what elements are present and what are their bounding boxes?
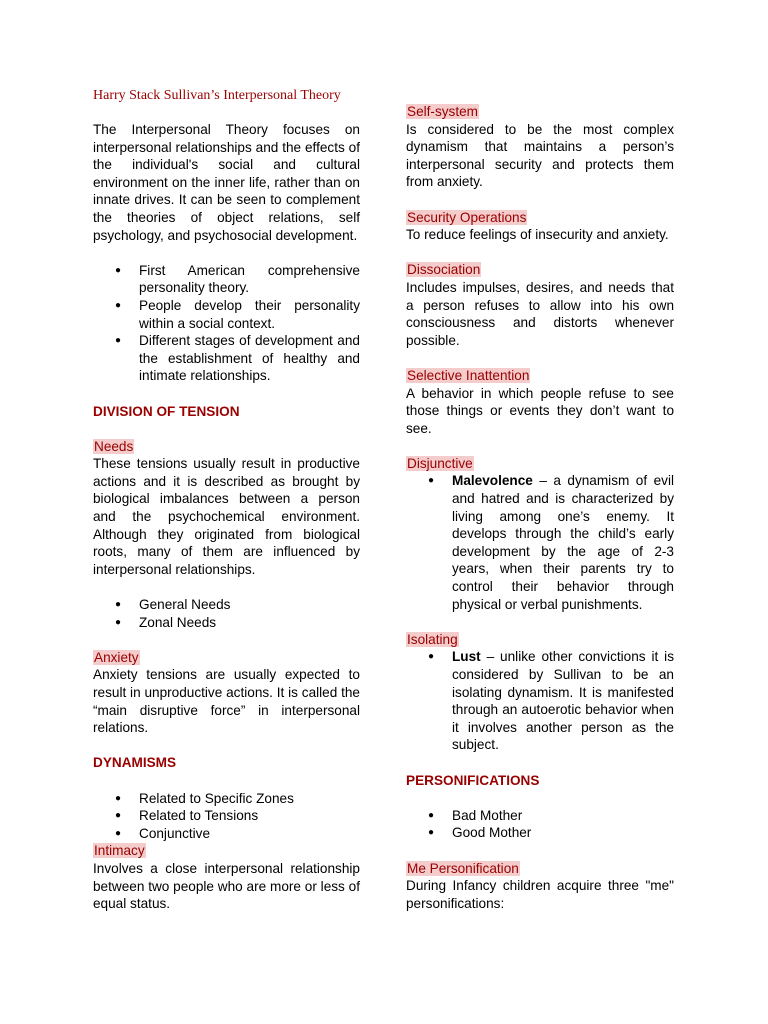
spacer [93,737,360,755]
self-system-subheading [406,103,674,121]
list-item: ● Related to Tensions [93,807,360,825]
disjunctive-subheading [406,455,674,473]
spacer [406,244,674,262]
spacer [406,191,674,209]
division-of-tension-heading: DIVISION OF TENSION [93,403,240,419]
intro-bullet-list [93,262,360,385]
spacer [406,842,674,860]
spacer [406,613,674,631]
left-flow [93,121,360,913]
security-operations-label: Security Operations [407,209,527,225]
dynamisms-heading: DYNAMISMS [93,755,177,771]
dissociation-paragraph: Includes impulses, desires, and needs that a person refuses to allow into his own consciousness and distorts whenever possible. [406,279,674,348]
list-item [406,472,674,613]
self-system-label: Self-system [407,104,479,119]
spacer [93,631,360,649]
selective-inattention-paragraph: A behavior in which people refuse to see those things or events they don’t want to see. [406,385,674,436]
me-personification-label: Me Personification [407,860,519,876]
list-item: ● Good Mother [406,824,674,842]
me-personification-subheading [406,860,674,878]
list-item: ● Conjunctive [93,825,360,843]
anxiety-subheading [93,649,360,667]
security-operations-paragraph: To reduce feelings of insecurity and anxiety. [406,227,669,243]
list-item: ● Zonal Needs [93,614,360,632]
dissociation-subheading [406,261,674,279]
selective-inattention-subheading [406,367,674,385]
isolating-subheading [406,631,674,649]
spacer [406,754,674,772]
list-item: ● Related to Specific Zones [93,790,360,808]
lust-term: Lust [452,649,481,665]
anxiety-paragraph: Anxiety tensions are usually expected to result in unproductive actions. It is called the “main disruptive force” in interpersonal relations. [93,667,360,736]
spacer [93,420,360,438]
me-personification-paragraph: During Infancy children acquire three "me" personifications: [406,878,674,911]
needs-subheading [93,438,360,456]
document-title: Harry Stack Sullivan’s Interpersonal Theory [93,88,341,103]
list-item: ● People develop their personality within a social context. [93,297,360,332]
needs-label: Needs [94,438,134,454]
lust-text: – unlike other convictions it is considered by Sullivan to be an isolating dynamism. It is manifested through an autoerotic behavior when it involves another person as the subject. [452,649,674,753]
selective-inattention-label: Selective Inattention [407,367,530,383]
spacer [93,772,360,790]
list-item: ● Bad Mother [406,807,674,825]
personifications-bullet-list [406,807,674,842]
intro-paragraph: The Interpersonal Theory focuses on interpersonal relationships and the effects of the individual's social and cultural environment on the inner life, rather than on innate drives. It can be seen to complement the theories of object relations, self psychology, and psychosocial development. [93,122,360,243]
isolating-label: Isolating [407,631,458,647]
needs-paragraph: These tensions usually result in productive actions and it is described as brought by biological imbalances between a person and the psychochemical environment. Although they originated from biological roots, many of them are influenced by interpersonal relationships. [93,456,360,577]
right-flow [406,103,674,912]
spacer [406,349,674,367]
list-item [406,648,674,754]
list-item: ● First American comprehensive personality theory. [93,262,360,297]
disjunctive-label: Disjunctive [407,455,473,471]
malevolence-term: Malevolence [452,473,533,489]
anxiety-label: Anxiety [94,649,139,665]
spacer [406,437,674,455]
isolating-bullet-list [406,648,674,754]
self-system-paragraph: Is considered to be the most complex dynamism that maintains a person’s interpersonal security and protects them from anxiety. [406,121,674,190]
needs-bullet-list [93,596,360,631]
spacer [93,244,360,262]
list-item: ● Different stages of development and the establishment of healthy and intimate relationships. [93,332,360,385]
intimacy-label: Intimacy [94,843,145,859]
security-operations-subheading [406,209,674,227]
intimacy-paragraph: Involves a close interpersonal relationship between two people who are more or less of equal status. [93,860,360,912]
spacer [93,385,360,403]
intimacy-subheading [93,842,360,860]
malevolence-text: – a dynamism of evil and hatred and is characterized by living among one’s enemy. It develops through the child’s early development by the age of 2-3 years, when their parents try to control their behavior through physical or verbal punishments. [452,473,674,612]
personifications-heading: PERSONIFICATIONS [406,772,540,788]
list-item: ● General Needs [93,596,360,614]
spacer [93,578,360,596]
spacer [406,789,674,807]
dissociation-label: Dissociation [407,262,481,278]
dynamisms-bullet-list [93,790,360,843]
disjunctive-bullet-list [406,472,674,613]
